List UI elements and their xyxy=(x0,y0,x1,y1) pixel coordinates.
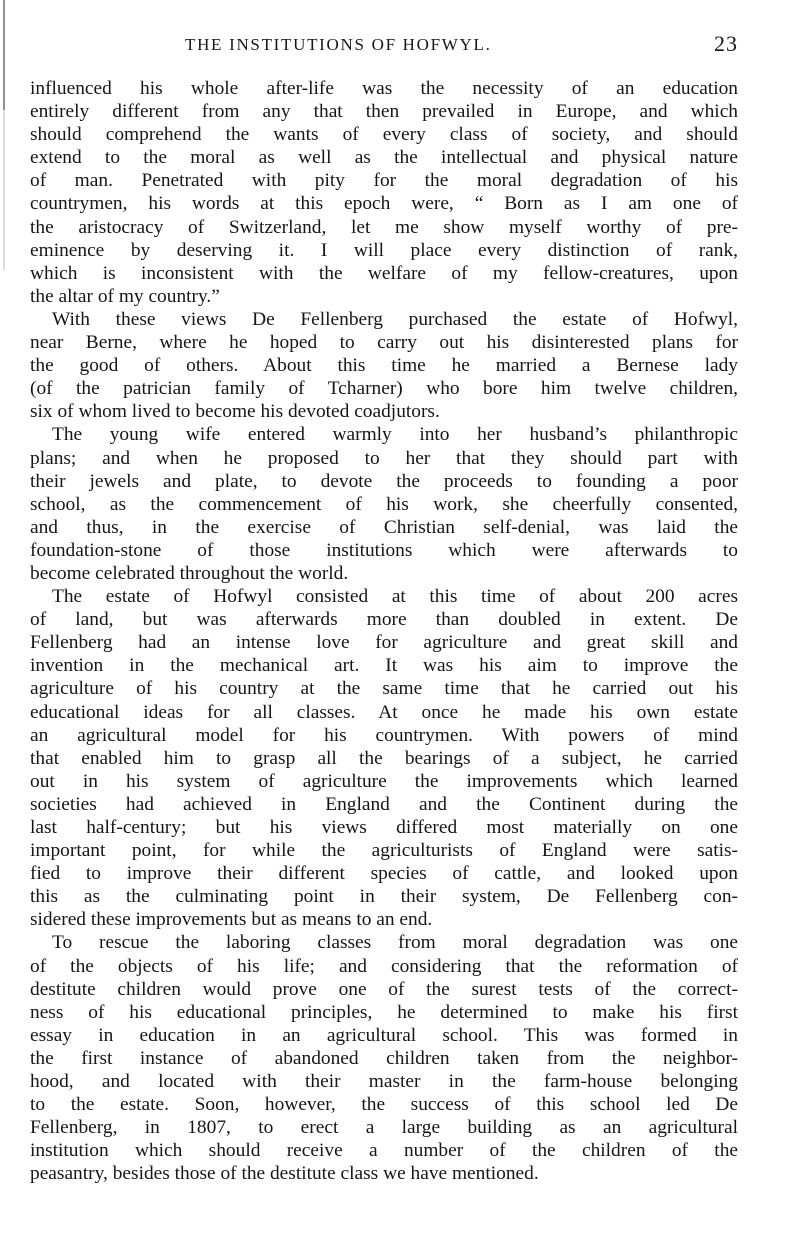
text-line: agriculture of his country at the same time that he carried out his xyxy=(30,678,738,700)
text-line: the good of others. About this time he married a Bernese lady xyxy=(30,355,738,377)
text-line: influenced his whole after-life was the necessity of an education xyxy=(30,78,738,99)
paragraph xyxy=(30,77,738,308)
text-line: institution which should receive a number of the children of the xyxy=(30,1140,738,1162)
text-line: of the objects of his life; and considering that the reformation of xyxy=(30,955,738,977)
paragraph xyxy=(30,423,738,585)
binding-edge-shadow xyxy=(3,110,5,270)
text-line: Fellenberg, in 1807, to erect a large building as an agricultural xyxy=(30,1117,738,1139)
text-line: Fellenberg had an intense love for agriculture and great skill and xyxy=(30,632,738,654)
text-line: the aristocracy of Switzerland, let me show myself worthy of pre- xyxy=(30,216,738,238)
text-line: the altar of my country.” xyxy=(30,285,220,307)
page-number: 23 xyxy=(714,31,738,56)
text-line: fied to improve their different species of cattle, and looked upon xyxy=(30,863,738,885)
text-line: entirely different from any that then prevailed in Europe, and which xyxy=(30,101,738,123)
text-line: With these views De Fellenberg purchased the estate of Hofwyl, xyxy=(52,308,738,330)
text-line: plans; and when he proposed to her that they should part with xyxy=(30,447,738,469)
text-line: their jewels and plate, to devote the proceeds to founding a poor xyxy=(30,470,738,492)
paragraph xyxy=(30,585,738,931)
text-line: To rescue the laboring classes from moral degradation was one xyxy=(52,932,738,954)
text-line: school, as the commencement of his work, she cheerfully consented, xyxy=(30,493,738,515)
running-head xyxy=(30,33,744,57)
text-line: of land, but was afterwards more than doubled in extent. De xyxy=(30,609,738,631)
text-line: should comprehend the wants of every class of society, and should xyxy=(30,124,738,146)
text-line: near Berne, where he hoped to carry out his disinterested plans for xyxy=(30,332,738,354)
text-line: an agricultural model for his countrymen. With powers of mind xyxy=(30,724,738,746)
text-line: (of the patrician family of Tcharner) who bore him twelve children, xyxy=(30,378,738,400)
text-line: invention in the mechanical art. It was his aim to improve the xyxy=(30,655,738,677)
text-line: last half-century; but his views differed most materially on one xyxy=(30,817,738,838)
binding-edge-mark xyxy=(3,0,5,110)
text-line: become celebrated throughout the world. xyxy=(30,562,349,584)
running-title: THE INSTITUTIONS OF HOFWYL. xyxy=(185,35,492,54)
text-line: peasantry, besides those of the destitute class we have mentioned. xyxy=(30,1163,539,1185)
text-line: and thus, in the exercise of Christian self-denial, was laid the xyxy=(30,516,738,538)
text-line: destitute children would prove one of the surest tests of the correct- xyxy=(30,978,738,1000)
text-line: the first instance of abandoned children taken from the neighbor- xyxy=(30,1047,738,1069)
text-line: foundation-stone of those institutions which were afterwards to xyxy=(30,539,738,561)
paragraph xyxy=(30,308,738,423)
text-line: of man. Penetrated with pity for the moral degradation of his xyxy=(30,170,738,192)
text-line: that enabled him to grasp all the bearings of a subject, he carried xyxy=(30,747,738,769)
text-line: The young wife entered warmly into her husband’s philanthropic xyxy=(52,424,738,446)
text-line: sidered these improvements but as means to an end. xyxy=(30,909,433,931)
text-line: countrymen, his words at this epoch were, “ Born as I am one of xyxy=(30,193,738,215)
body-text xyxy=(30,77,738,1186)
text-line: which is inconsistent with the welfare of my fellow-creatures, upon xyxy=(30,262,738,284)
text-line: hood, and located with their master in the farm-house belonging xyxy=(30,1071,738,1093)
text-line: essay in education in an agricultural school. This was formed in xyxy=(30,1024,738,1046)
text-line: ness of his educational principles, he determined to make his first xyxy=(30,1001,738,1023)
text-line: extend to the moral as well as the intellectual and physical nature xyxy=(30,147,738,169)
text-line: to the estate. Soon, however, the success of this school led De xyxy=(30,1094,738,1116)
text-line: out in his system of agriculture the improvements which learned xyxy=(30,770,738,792)
text-line: this as the culminating point in their system, De Fellenberg con- xyxy=(30,886,738,908)
text-line: six of whom lived to become his devoted coadjutors. xyxy=(30,401,440,423)
text-line: The estate of Hofwyl consisted at this time of about 200 acres xyxy=(52,586,738,608)
text-line: societies had achieved in England and the Continent during the xyxy=(30,793,738,815)
paragraph xyxy=(30,931,738,1185)
text-line: educational ideas for all classes. At once he made his own estate xyxy=(30,701,738,723)
text-line: important point, for while the agriculturists of England were satis- xyxy=(30,840,738,862)
text-line: eminence by deserving it. I will place every distinction of rank, xyxy=(30,239,738,261)
